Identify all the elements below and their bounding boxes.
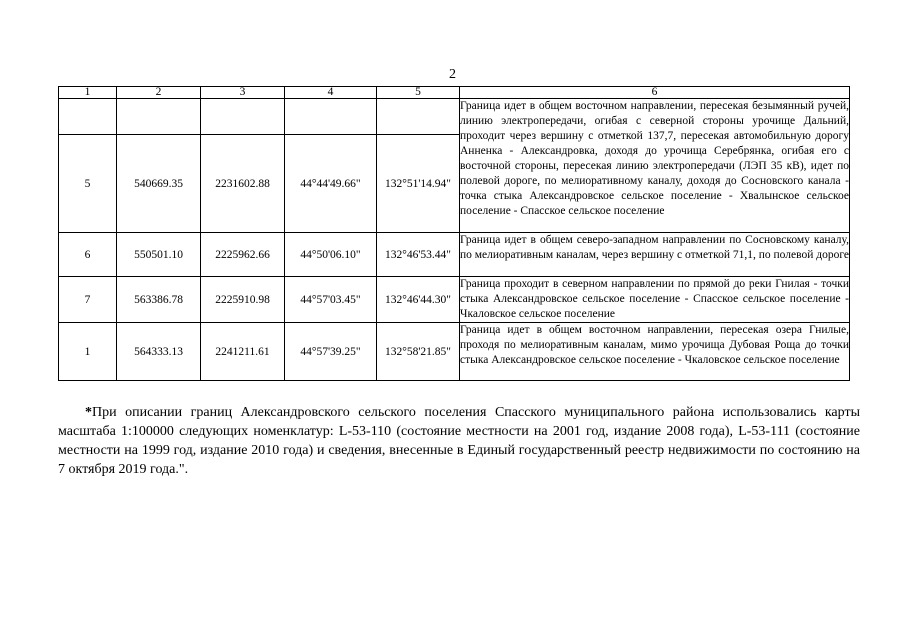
- boundary-description-cell: Граница идет в общем северо-западном направлении по Сосновскому каналу, по мелиоративным каналам, через вершину с отметкой 71,1, по полевой дороге: [460, 233, 850, 277]
- point-number-cell: 5: [59, 135, 117, 233]
- latitude-cell: 44°44'49.66": [285, 135, 377, 233]
- y-coordinate-cell: 2231602.88: [201, 135, 285, 233]
- latitude-cell: 44°57'39.25": [285, 323, 377, 381]
- footnote-marker: *: [85, 405, 92, 420]
- longitude-cell: 132°58'21.85": [377, 323, 460, 381]
- latitude-cell: 44°50'06.10": [285, 233, 377, 277]
- table-row: [59, 99, 850, 135]
- footnote: [58, 403, 860, 479]
- point-number-cell: [59, 99, 117, 135]
- longitude-cell: [377, 99, 460, 135]
- point-number-cell: 1: [59, 323, 117, 381]
- latitude-cell: [285, 99, 377, 135]
- y-coordinate-cell: [201, 99, 285, 135]
- table-row: [59, 233, 850, 247]
- column-header: 5: [377, 87, 460, 99]
- table-row: [59, 277, 850, 292]
- boundary-description-cell: Граница идет в общем восточном направлении, пересекая озера Гнилые, проходя по мелиоративным каналам, мимо урочища Дубовая Роща до точки стыка Александровское сельское поселение - Чкаловское сельское поселение: [460, 323, 850, 381]
- longitude-cell: 132°46'53.44": [377, 233, 460, 277]
- latitude-cell: 44°57'03.45": [285, 277, 377, 323]
- y-coordinate-cell: 2225962.66: [201, 233, 285, 277]
- boundary-table: [58, 86, 850, 381]
- x-coordinate-cell: 550501.10: [117, 233, 201, 277]
- page-number: 2: [449, 67, 456, 82]
- table-row: [59, 323, 850, 337]
- x-coordinate-cell: 563386.78: [117, 277, 201, 323]
- point-number-cell: 6: [59, 233, 117, 277]
- column-header: 1: [59, 87, 117, 99]
- table-header-row: [59, 87, 850, 99]
- y-coordinate-cell: 2241211.61: [201, 323, 285, 381]
- x-coordinate-cell: 540669.35: [117, 135, 201, 233]
- point-number-cell: 7: [59, 277, 117, 323]
- column-header: 4: [285, 87, 377, 99]
- boundary-description-cell: Граница проходит в северном направлении по прямой до реки Гнилая - точки стыка Александровское сельское поселение - Спасское сельское поселение - Чкаловское сельское поселение: [460, 277, 850, 323]
- longitude-cell: 132°51'14.94": [377, 135, 460, 233]
- y-coordinate-cell: 2225910.98: [201, 277, 285, 323]
- boundary-description-cell: Граница идет в общем восточном направлении, пересекая безымянный ручей, линию электропередачи, огибая с северной стороны урочище Дальний, проходит через вершину с отметкой 137,7, пересекая автомобильную дорогу Анненка - Александровка, доходя до урочища Серебрянка, огибая его с восточной стороны, пересекая линию электропередачи (ЛЭП 35 кВ), идет по полевой дороге, по мелиоративному каналу, доходя до Сосновского канала - точка стыка Александровское сельское поселение - Хвалынское сельское поселение - Спасское сельское поселение: [460, 99, 850, 233]
- x-coordinate-cell: 564333.13: [117, 323, 201, 381]
- footnote-text: При описании границ Александровского сельского поселения Спасского муниципального района использовались карты масштаба 1:100000 следующих номенклатур: L-53-110 (состояние местности на 2001 год, издание 2008 года), L-53-111 (состояние местности на 1999 год, издание 2010 года) и сведения, внесенные в Единый государственный реестр недвижимости по состоянию на 7 октября 2019 года.".: [58, 405, 860, 477]
- longitude-cell: 132°46'44.30": [377, 277, 460, 323]
- column-header: 3: [201, 87, 285, 99]
- x-coordinate-cell: [117, 99, 201, 135]
- column-header: 6: [460, 87, 850, 99]
- column-header: 2: [117, 87, 201, 99]
